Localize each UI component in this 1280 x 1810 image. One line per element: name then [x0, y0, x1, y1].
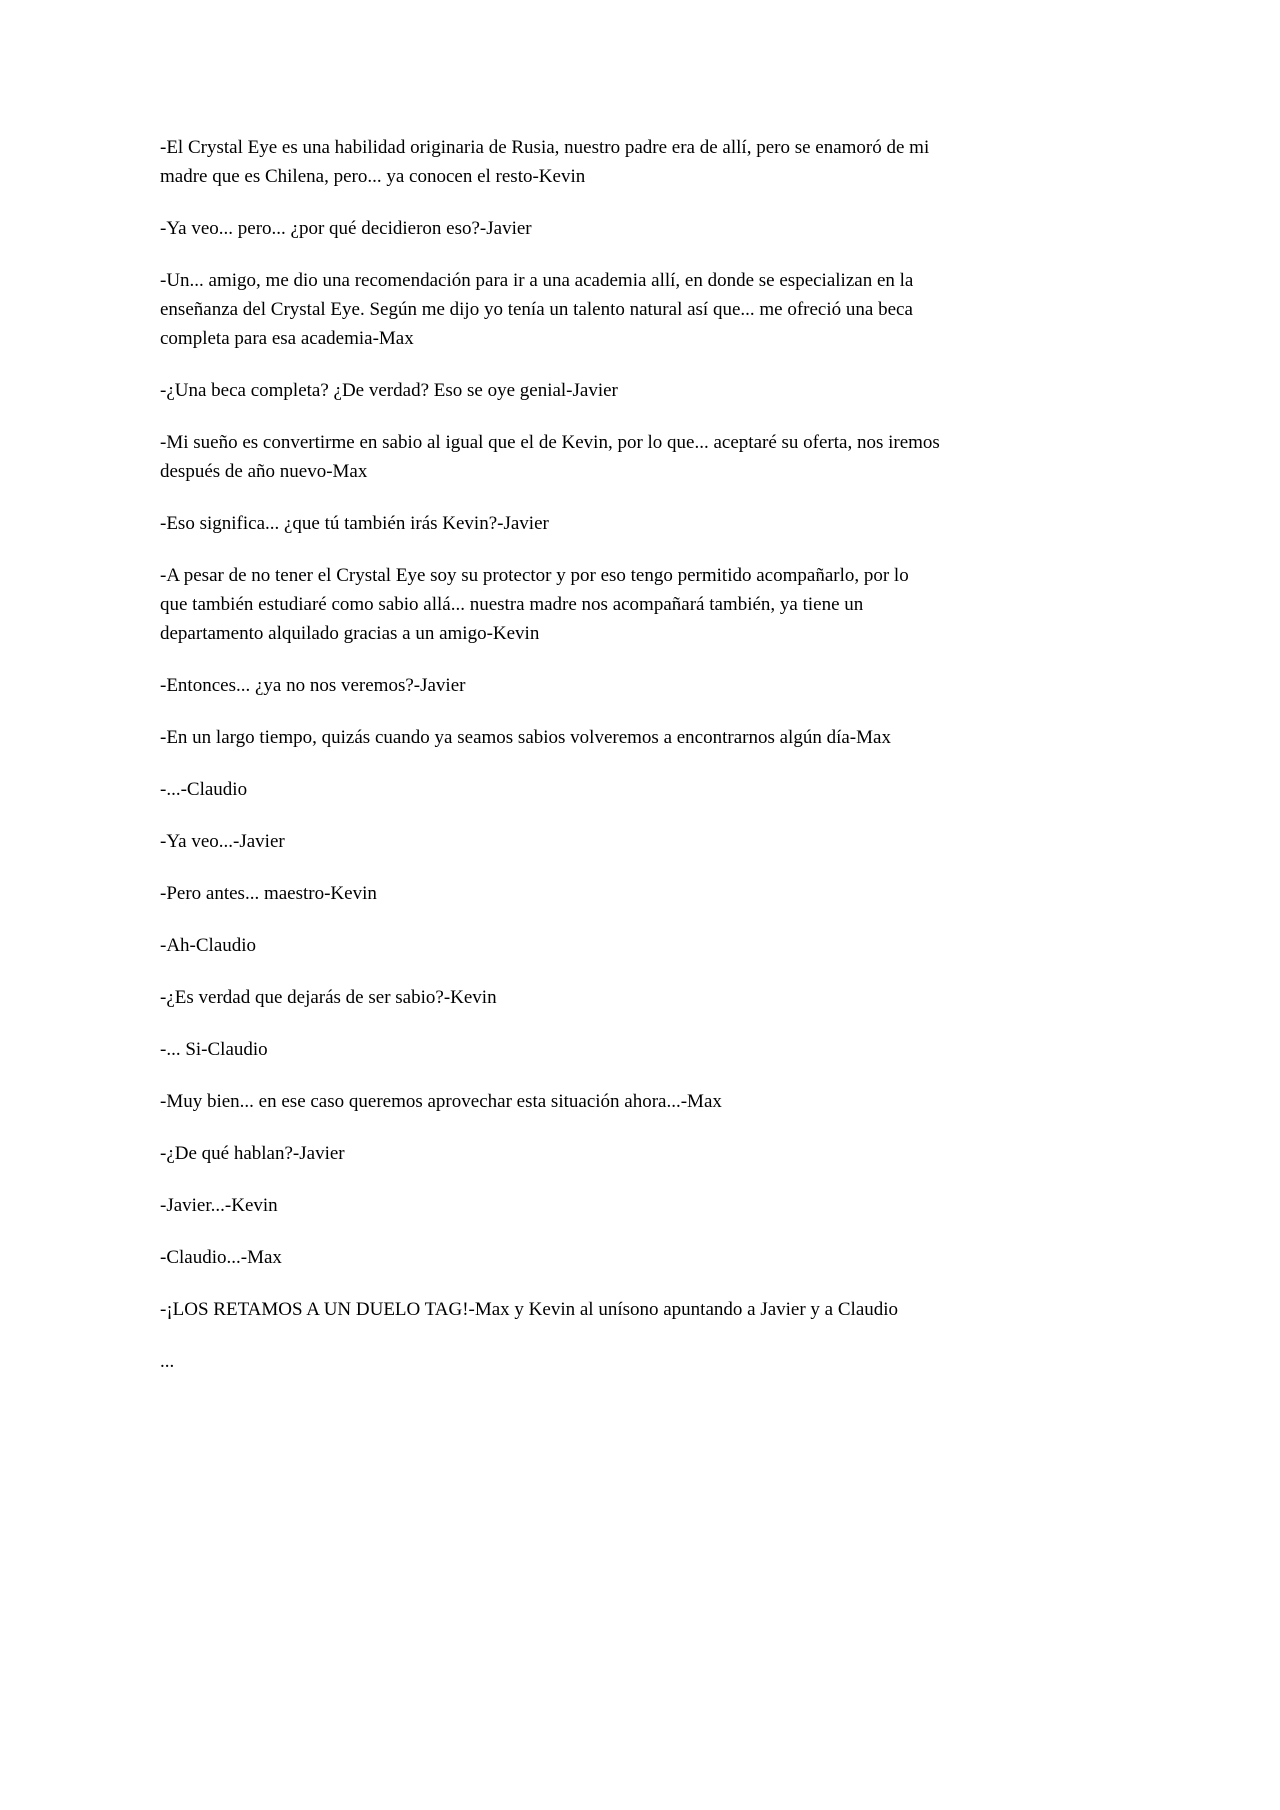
paragraph: -Eso significa... ¿que tú también irás Kevin?-Javier [160, 513, 549, 534]
paragraph: -Entonces... ¿ya no nos veremos?-Javier [160, 675, 466, 696]
paragraph: -Javier...-Kevin [160, 1195, 278, 1216]
paragraph: -Claudio...-Max [160, 1247, 282, 1268]
paragraph: -El Crystal Eye es una habilidad originaria de Rusia, nuestro padre era de allí, pero se enamoró de mi madre que es Chilena, pero... ya conocen el resto-Kevin [160, 137, 930, 187]
paragraph: -Ya veo...-Javier [160, 831, 285, 852]
paragraph: -Un... amigo, me dio una recomendación para ir a una academia allí, en donde se especializan en la enseñanza del Crystal Eye. Según me dijo yo tenía un talento natural así que... me ofreció una beca completa para esa academia-Max [160, 270, 914, 349]
paragraph: ... [160, 1351, 175, 1372]
paragraph: -Mi sueño es convertirme en sabio al igual que el de Kevin, por lo que... aceptaré su oferta, nos iremos después de año nuevo-Max [160, 432, 940, 482]
paragraph: -Muy bien... en ese caso queremos aprovechar esta situación ahora...-Max [160, 1091, 722, 1112]
paragraph: -Ah-Claudio [160, 935, 257, 956]
paragraph: -...-Claudio [160, 779, 248, 800]
paragraph: -¡LOS RETAMOS A UN DUELO TAG!-Max y Kevin al unísono apuntando a Javier y a Claudio [160, 1299, 899, 1320]
paragraph: -En un largo tiempo, quizás cuando ya seamos sabios volveremos a encontrarnos algún día-Max [160, 727, 891, 748]
paragraph: -A pesar de no tener el Crystal Eye soy su protector y por eso tengo permitido acompañarlo, por lo que también estudiaré como sabio allá... nuestra madre nos acompañará también, ya tiene un departamento alquilado gracias a un amigo-Kevin [160, 565, 909, 644]
paragraph: -... Si-Claudio [160, 1039, 268, 1060]
paragraph: -Ya veo... pero... ¿por qué decidieron eso?-Javier [160, 218, 532, 239]
paragraph: -Pero antes... maestro-Kevin [160, 883, 377, 904]
paragraph: -¿Es verdad que dejarás de ser sabio?-Kevin [160, 987, 497, 1008]
paragraph: -¿Una beca completa? ¿De verdad? Eso se oye genial-Javier [160, 380, 618, 401]
paragraph: -¿De qué hablan?-Javier [160, 1143, 345, 1164]
document-body [160, 133, 940, 1376]
